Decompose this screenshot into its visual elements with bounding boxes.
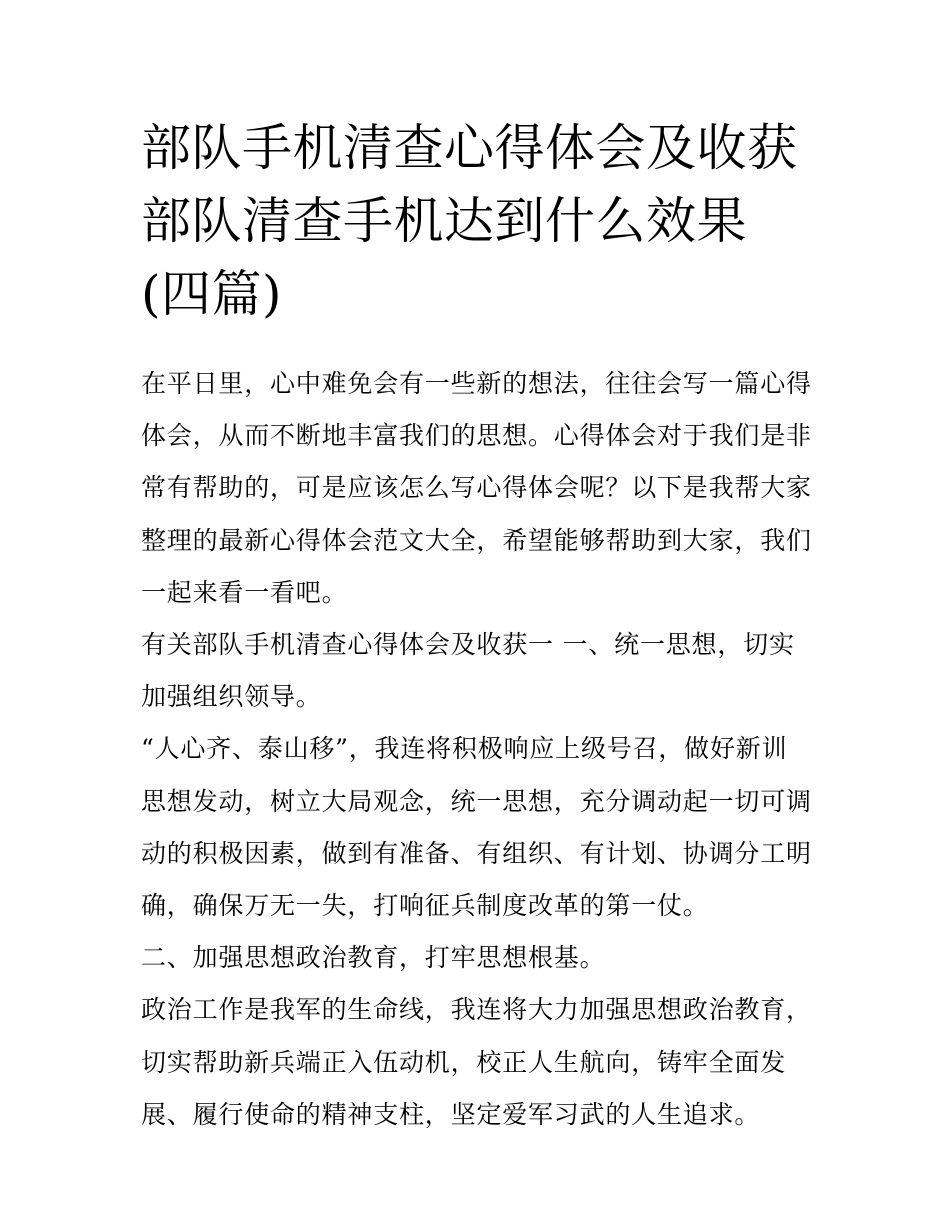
document-title: 部队手机清查心得体会及收获部队清查手机达到什么效果(四篇)	[141, 119, 798, 323]
intro-paragraph: 在平日里，心中难免会有一些新的想法，往往会写一篇心得体会，从而不断地丰富我们的思想。心得体会对于我们是非常有帮助的，可是应该怎么写心得体会呢？以下是我帮大家整理的最新心得体会范文大全，希望能够帮助到大家，我们一起来看一看吧。	[141, 369, 812, 607]
section-one-paragraph: “人心齐、泰山移”，我连将积极响应上级号召，做好新训思想发动，树立大局观念，统一思想，充分调动起一切可调动的积极因素，做到有准备、有组织、有计划、协调分工明确，确保万无一失，打响征兵制度改革的第一仗。	[141, 734, 812, 921]
section-one-heading: 有关部队手机清查心得体会及收获一 一、统一思想，切实加强组织领导。	[141, 630, 795, 712]
document-body	[141, 112, 813, 1141]
section-two-paragraph: 政治工作是我军的生命线，我连将大力加强思想政治教育，切实帮助新兵端正入伍动机，校正人生航向，铸牢全面发展、履行使命的精神支柱，坚定爱军习武的人生追求。	[141, 995, 812, 1129]
section-two-heading: 二、加强思想政治教育，打牢思想根基。	[141, 943, 606, 973]
